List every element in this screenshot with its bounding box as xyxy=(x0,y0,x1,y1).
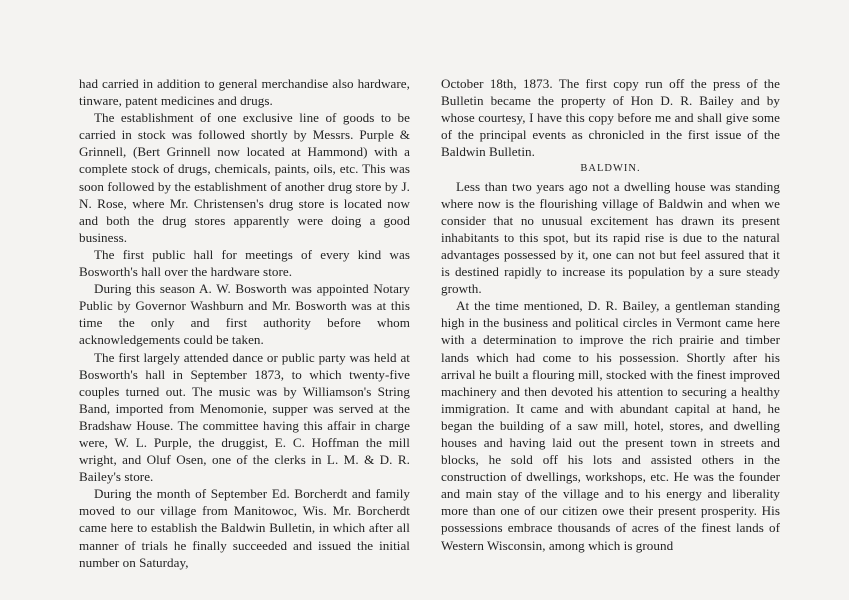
paragraph: During the month of September Ed. Borcherdt and family moved to our village from Manitowoc, Wis. Mr. Borcherdt came here to establish the Baldwin Bulletin, in which after all manner of trials he finally succeeded and issued the initial number on Saturday, xyxy=(79,486,410,570)
paragraph: had carried in addition to general merchandise also hardware, tinware, patent medicines and drugs. xyxy=(79,76,410,109)
paragraph: The establishment of one exclusive line of goods to be carried in stock was followed shortly by Messrs. Purple & Grinnell, (Bert Grinnell now located at Hammond) with a complete stock of drugs, chemicals, paints, oils, etc. This was soon followed by the establishment of another drug store by J. N. Rose, where Mr. Christensen's drug store is located now and both the drug stores apparently were doing a good business. xyxy=(79,110,410,245)
left-column xyxy=(79,75,410,571)
paragraph: The first largely attended dance or public party was held at Bosworth's hall in September 1873, to which twenty-five couples turned out. The music was by Williamson's String Band, imported from Menomonie, supper was served at the Bradshaw House. The committee having this affair in charge were, W. L. Purple, the druggist, E. C. Hoffman the mill wright, and Oluf Osen, one of the clerks in L. M. & D. R. Bailey's store. xyxy=(79,349,410,485)
section-heading: BALDWIN. xyxy=(580,163,641,175)
paragraph: At the time mentioned, D. R. Bailey, a gentleman standing high in the business and political circles in Vermont came here with a determination to improve the rich prairie and timber lands which had come to his possession. Shortly after his arrival he built a flouring mill, stocked with the finest improved machinery and then devoted his attention to securing a healthy immigration. It came and with abundant capital at hand, he began the building of a saw mill, hotel, stores, and dwelling houses and having laid out the present town in streets and blocks, he sold off his lots and assisted others in the construction of dwellings, workshops, etc. He was the founder and main stay of the village and to his energy and liberality more than one of our citizen owe their present prosperity. His possessions embrace thousands of acres of the finest lands of Western Wisconsin, among which is ground xyxy=(441,298,780,553)
paragraph: October 18th, 1873. The first copy run off the press of the Bulletin became the property of Hon D. R. Bailey and by whose courtesy, I have this copy before me and shall give some of the principal events as chronicled in the first issue of the Baldwin Bulletin. xyxy=(441,76,780,160)
paragraph: During this season A. W. Bosworth was appointed Notary Public by Governor Washburn and Mr. Bosworth was at this time the only and first authority before whom acknowledgements could be taken. xyxy=(79,281,410,348)
paragraph: The first public hall for meetings of every kind was Bosworth's hall over the hardware store. xyxy=(79,246,410,280)
right-column xyxy=(441,75,780,554)
paragraph: Less than two years ago not a dwelling house was standing where now is the flourishing village of Baldwin and when we consider that no unusual excitement has drawn its present inhabitants to this spot, but its rapid rise is due to the natural advantages possessed by it, one can not but feel assured that it is destined rapidly to increase its population by a sure steady growth. xyxy=(441,178,780,297)
